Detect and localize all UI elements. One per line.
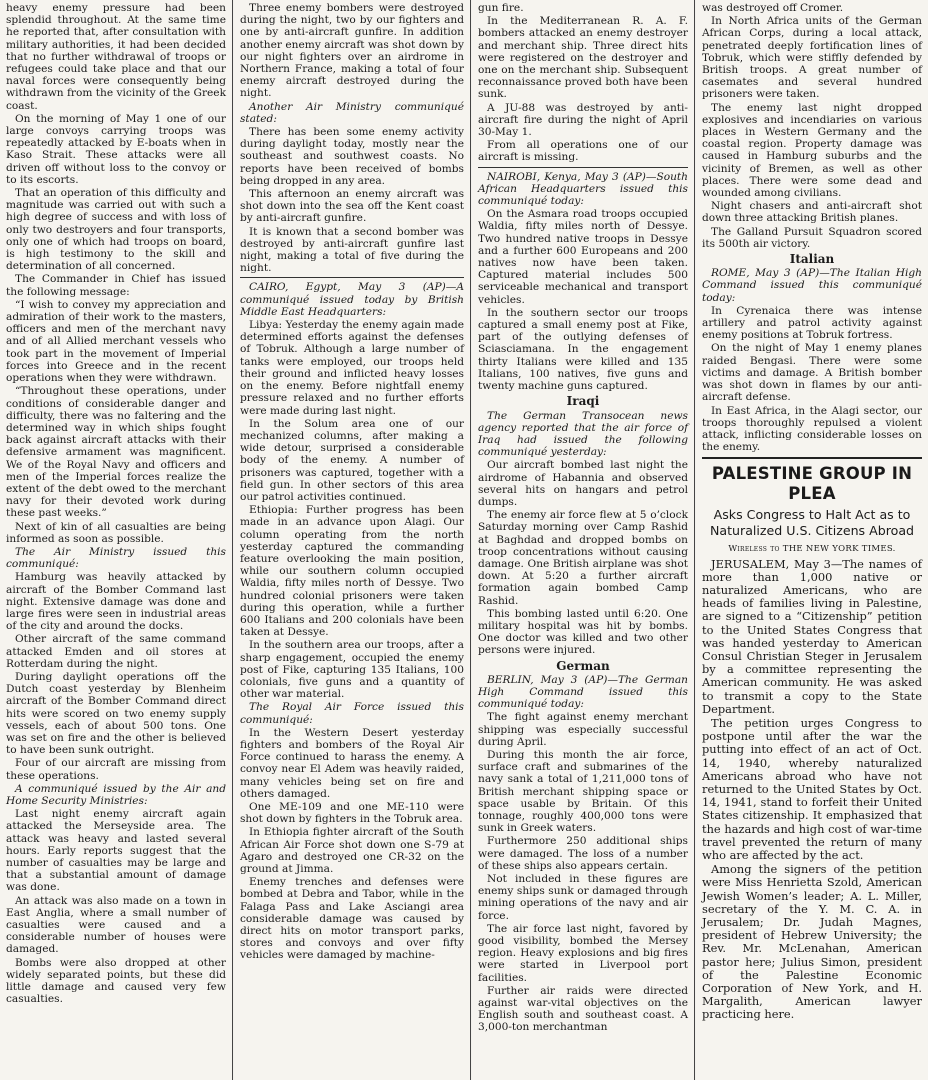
paragraph: Enemy trenches and defenses were bombed at Debra and Tabor, while in the Falaga Pass and Lake Asciangi area considerable damage was caused by direct hits on motor transport parks, stores and convoys and over fifty vehicles were damaged by machine- xyxy=(240,876,464,962)
paragraph: Last night enemy aircraft again attacked the Merseyside area. The attack was heavy and lasted several hours. Early reports suggest that the number of casualties may be large and that a substantial amount of damage was done. xyxy=(6,808,226,894)
paragraph: In North Africa units of the German African Corps, during a local attack, penetrated deeply fortification lines of Tobruk, which were stiffly defended by British troops. A great number of casemates and several hundred prisoners were taken. xyxy=(702,15,922,101)
column-4-body xyxy=(702,2,922,453)
story-paragraph: Among the signers of the petition were Miss Henrietta Szold, American Jewish Women’s leader; A. L. Miller, secretary of the Y. M. C. A. in Jerusalem; Dr. Judah Magnes, president of Hebrew University; the Rev. Mr. McLenahan, American pastor here; Julius Simon, president of the Palestine Economic Corporation of New York, and H. Margalith, American lawyer practicing here. xyxy=(702,862,922,1022)
paragraph: was destroyed off Cromer. xyxy=(702,2,844,14)
paragraph: Not included in these figures are enemy ships sunk or damaged through mining operations of the navy and air force. xyxy=(478,873,688,922)
paragraph: The enemy last night dropped explosives and incendiaries on various places in Western Germany and the coastal region. Property damage was caused in Hamburg suburbs and the vicinity of Bremen, as well as other places. There were some dead and wounded among civilians. xyxy=(702,101,922,200)
column-3 xyxy=(472,0,694,1080)
communique-lead: The German Transocean news agency reported that the air force of Iraq had issued the following communiqué yesterday: xyxy=(478,409,688,459)
section-heading: German xyxy=(556,658,610,673)
communique-lead: CAIRO, Egypt, May 3 (AP)—A communiqué issued today by British Middle East Headquarters: xyxy=(240,277,464,318)
paragraph: The fight against enemy merchant shipping was especially successful during April. xyxy=(478,711,688,748)
column-rule xyxy=(232,0,233,1080)
paragraph: In the southern sector our troops captured a small enemy post at Fike, part of the outlying defenses of Sciasciamana. In the engagement thirty Italians were killed and 135 Italians, 100 natives, five guns and twenty machine guns captured. xyxy=(478,306,688,393)
paragraph: On the morning of May 1 one of our large convoys carrying troops was repeatedly attacked by E-boats when in Kaso Strait. These attacks were all driven off without loss to the convoy or to its escorts. xyxy=(6,112,226,186)
paragraph: Three enemy bombers were destroyed during the night, two by our fighters and one by anti-aircraft gunfire. In addition another enemy aircraft was shot down by our night fighters over an airdrome in Northern France, making a total of four enemy aircraft destroyed during the night. xyxy=(240,2,464,100)
palestine-story xyxy=(702,457,922,1021)
paragraph: During this month the air force, surface craft and submarines of the navy sank a total of 1,211,000 tons of British merchant shipping space or space usable by Britain. Of this tonnage, roughly 400,000 tons were sunk in Greek waters. xyxy=(478,748,688,835)
paragraph: It is known that a second bomber was destroyed by anti-aircraft gunfire last night, making a total of five during the night. xyxy=(240,225,464,275)
column-2 xyxy=(234,0,470,1080)
paragraph: Hamburg was heavily attacked by aircraft of the Bomber Command last night. Extensive damage was done and large fires were seen in industrial areas of the city and around the docks. xyxy=(6,571,226,633)
paragraph: In Ethiopia fighter aircraft of the South African Air Force shot down one S-79 at Agaro and destroyed one CR-32 on the ground at Jimma. xyxy=(240,826,464,876)
paragraph: In the Solum area one of our mechanized columns, after making a wide detour, surprised a considerable body of the enemy. A number of prisoners was captured, together with a field gun. In other sectors of this area our patrol activities continued. xyxy=(240,417,464,503)
communique-lead: ROME, May 3 (AP)—The Italian High Command issued this communiqué today: xyxy=(702,267,922,304)
paragraph: Further air raids were directed against war-vital objectives on the English south and southeast coast. A 3,000-ton merchantman xyxy=(478,984,688,1034)
paragraph: “Throughout these operations, under conditions of considerable danger and difficulty, there was no faltering and the determined way in which ships fought back against aircraft attacks with their defensive armament was magnificent. We of the Royal Navy and officers and men of the Imperial forces realize the extent of the debt owed to the merchant navy for their devoted work during these past weeks.” xyxy=(6,385,226,520)
paragraph: A JU-88 was destroyed by anti-aircraft fire during the night of April 30-May 1. xyxy=(478,101,688,139)
column-4 xyxy=(696,0,928,1080)
paragraph: Other aircraft of the same command attacked Emden and oil stores at Rotterdam during the night. xyxy=(6,633,226,670)
paragraph: Ethiopia: Further progress has been made in an advance upon Alagi. Our column operating from the north yesterday captured the commanding feature overlooking the main position, while our southern column occupied Waldia, fifty miles north of Dessye. Two hundred colonial prisoners were taken during this operation, while a further 600 Italians and 200 colonials have been taken at Dessye. xyxy=(240,504,464,639)
paragraph: Our aircraft bombed last night the airdrome of Habannia and observed several hits on hangars and petrol dumps. xyxy=(478,459,688,508)
paragraph: gun fire. xyxy=(478,2,524,14)
paragraph: Libya: Yesterday the enemy again made determined efforts against the defenses of Tobruk. Although a large number of tanks were employed, our troops held their ground and inflicted heavy losses on the enemy. Before nightfall enemy pressure relaxed and no further efforts were made during last night. xyxy=(240,319,464,417)
paragraph: Four of our aircraft are missing from these operations. xyxy=(6,757,226,782)
communique-lead: The Royal Air Force issued this communiqué: xyxy=(240,701,464,726)
communique-lead: The Air Ministry issued this communiqué: xyxy=(6,545,226,571)
paragraph: The air force last night, favored by good visibility, bombed the Mersey region. Heavy explosions and big fires were started in Liverpool port facilities. xyxy=(478,922,688,984)
story-body xyxy=(702,558,922,1022)
paragraph: On the Asmara road troops occupied Waldia, fifty miles north of Dessye. Two hundred native troops in Dessye and a further 600 Europeans and 200 natives now have been taken. Captured material includes 500 serviceable mechanical and transport vehicles. xyxy=(478,208,688,306)
section-heading: Iraqi xyxy=(566,394,600,409)
paragraph: During daylight operations off the Dutch coast yesterday by Blenheim aircraft of the Bomber Command direct hits were scored on two enemy supply vessels, each of about 500 tons. One was set on fire and the other is believed to have been sunk outright. xyxy=(6,670,226,757)
paragraph: The Galland Pursuit Squadron scored its 500th air victory. xyxy=(702,225,922,250)
column-1 xyxy=(0,0,232,1080)
paragraph: On the night of May 1 enemy planes raided Bengasi. There were some victims and damage. A British bomber was shot down in flames by our anti-aircraft defense. xyxy=(702,342,922,404)
paragraph: The enemy air force flew at 5 o’clock Saturday morning over Camp Rashid at Baghdad and dropped bombs on troop concentrations without causing damage. One British airplane was shot down. At 5:20 a further aircraft formation again bombed Camp Rashid. xyxy=(478,509,688,607)
paragraph: Next of kin of all casualties are being informed as soon as possible. xyxy=(6,520,226,545)
paragraph: There has been some enemy activity during daylight today, mostly near the southeast and southwest coasts. No reports have been received of bombs being dropped in any area. xyxy=(240,126,464,187)
communique-lead: BERLIN, May 3 (AP)—The German High Command issued this communiqué today: xyxy=(478,673,688,711)
communique-lead: A communiqué issued by the Air and Home Security Ministries: xyxy=(6,782,226,807)
paragraph: This afternoon an enemy aircraft was shot down into the sea off the Kent coast by anti-aircraft gunfire. xyxy=(240,188,464,225)
paragraph: That an operation of this difficulty and magnitude was carried out with such a high degree of success and with loss of only two destroyers and four transports, only one of which had troops on board, is high testimony to the skill and determination of all concerned. xyxy=(6,187,226,273)
communique-lead: NAIROBI, Kenya, May 3 (AP)—South African Headquarters issued this communiqué today: xyxy=(478,167,688,208)
paragraph: One ME-109 and one ME-110 were shot down by fighters in the Tobruk area. xyxy=(240,801,464,826)
paragraph: In East Africa, in the Alagi sector, our troops thoroughly repulsed a violent attack, inflicting considerable losses on the enemy. xyxy=(702,404,922,454)
paragraph: Bombs were also dropped at other widely separated points, but these did little damage and caused very few casualties. xyxy=(6,956,226,1006)
paragraph: In the Mediterranean R. A. F. bombers attacked an enemy destroyer and merchant ship. Three direct hits were registered on the destroyer and one on the merchant ship. Subsequent reconnaissance proved both have been sunk. xyxy=(478,15,688,101)
column-rule xyxy=(470,0,471,1080)
story-paragraph: JERUSALEM, May 3—The names of more than 1,000 native or naturalized Americans, who are heads of families living in Palestine, are signed to a “Citizenship” petition to the United States Congress that was handed yesterday to American Consul Christian Steger in Jerusalem by a committee representing the American community. He was asked to transmit a copy to the State Department. xyxy=(702,556,922,716)
communique-lead: Another Air Ministry communiqué stated: xyxy=(240,100,464,125)
paragraph: “I wish to convey my appreciation and admiration of their work to the masters, officers and men of the merchant navy and of all Allied merchant vessels who took part in the movement of Imperial forces into Greece and in the recent operations when they were withdrawn. xyxy=(6,298,226,385)
paragraph: From all operations one of our aircraft is missing. xyxy=(478,139,688,164)
paragraph: The Commander in Chief has issued the following message: xyxy=(6,273,226,298)
paragraph: Furthermore 250 additional ships were damaged. The loss of a number of these ships also appears certain. xyxy=(478,835,688,872)
story-headline: PALESTINE GROUP IN PLEA xyxy=(711,464,913,504)
paragraph: heavy enemy pressure had been splendid throughout. At the same time he reported that, after consultation with military authorities, it had been decided that no further withdrawal of troops or refugees could take place and that our naval forces were consequently being withdrawn from the vicinity of the Greek coast. xyxy=(6,2,226,112)
story-paragraph: The petition urges Congress to postpone until after the war the putting into effect of an act of Oct. 14, 1940, whereby naturalized Americans abroad who have not returned to the United States by Oct. 14, 1941, stand to forfeit their United States citizenship. It emphasized that the hazards and high cost of war-time travel prevented the return of many who are affected by the act. xyxy=(702,715,922,862)
paragraph: Night chasers and anti-aircraft shot down three attacking British planes. xyxy=(702,200,922,225)
paragraph: In the southern area our troops, after a sharp engagement, occupied the enemy post of Fike, capturing 135 Italians, 100 colonials, five guns and a quantity of other war material. xyxy=(240,639,464,701)
paragraph: In Cyrenaica there was intense artillery and patrol activity against enemy positions at Tobruk fortress. xyxy=(702,304,922,342)
section-heading: Italian xyxy=(789,252,835,267)
column-rule xyxy=(694,0,695,1080)
story-dateline-credit: Wireless to THE NEW YORK TIMES. xyxy=(728,544,896,555)
paragraph: In the Western Desert yesterday fighters and bombers of the Royal Air Force continued to harass the enemy. A convoy near El Adem was heavily raided, many vehicles being set on fire and others damaged. xyxy=(240,726,464,800)
paragraph: This bombing lasted until 6:20. One military hospital was hit by bombs. One doctor was killed and two other persons were injured. xyxy=(478,607,688,657)
story-subheadline: Asks Congress to Halt Act as to Naturalized U.S. Citizens Abroad xyxy=(709,507,915,539)
paragraph: An attack was also made on a town in East Anglia, where a small number of casualties were caused and a considerable number of houses were damaged. xyxy=(6,894,226,956)
